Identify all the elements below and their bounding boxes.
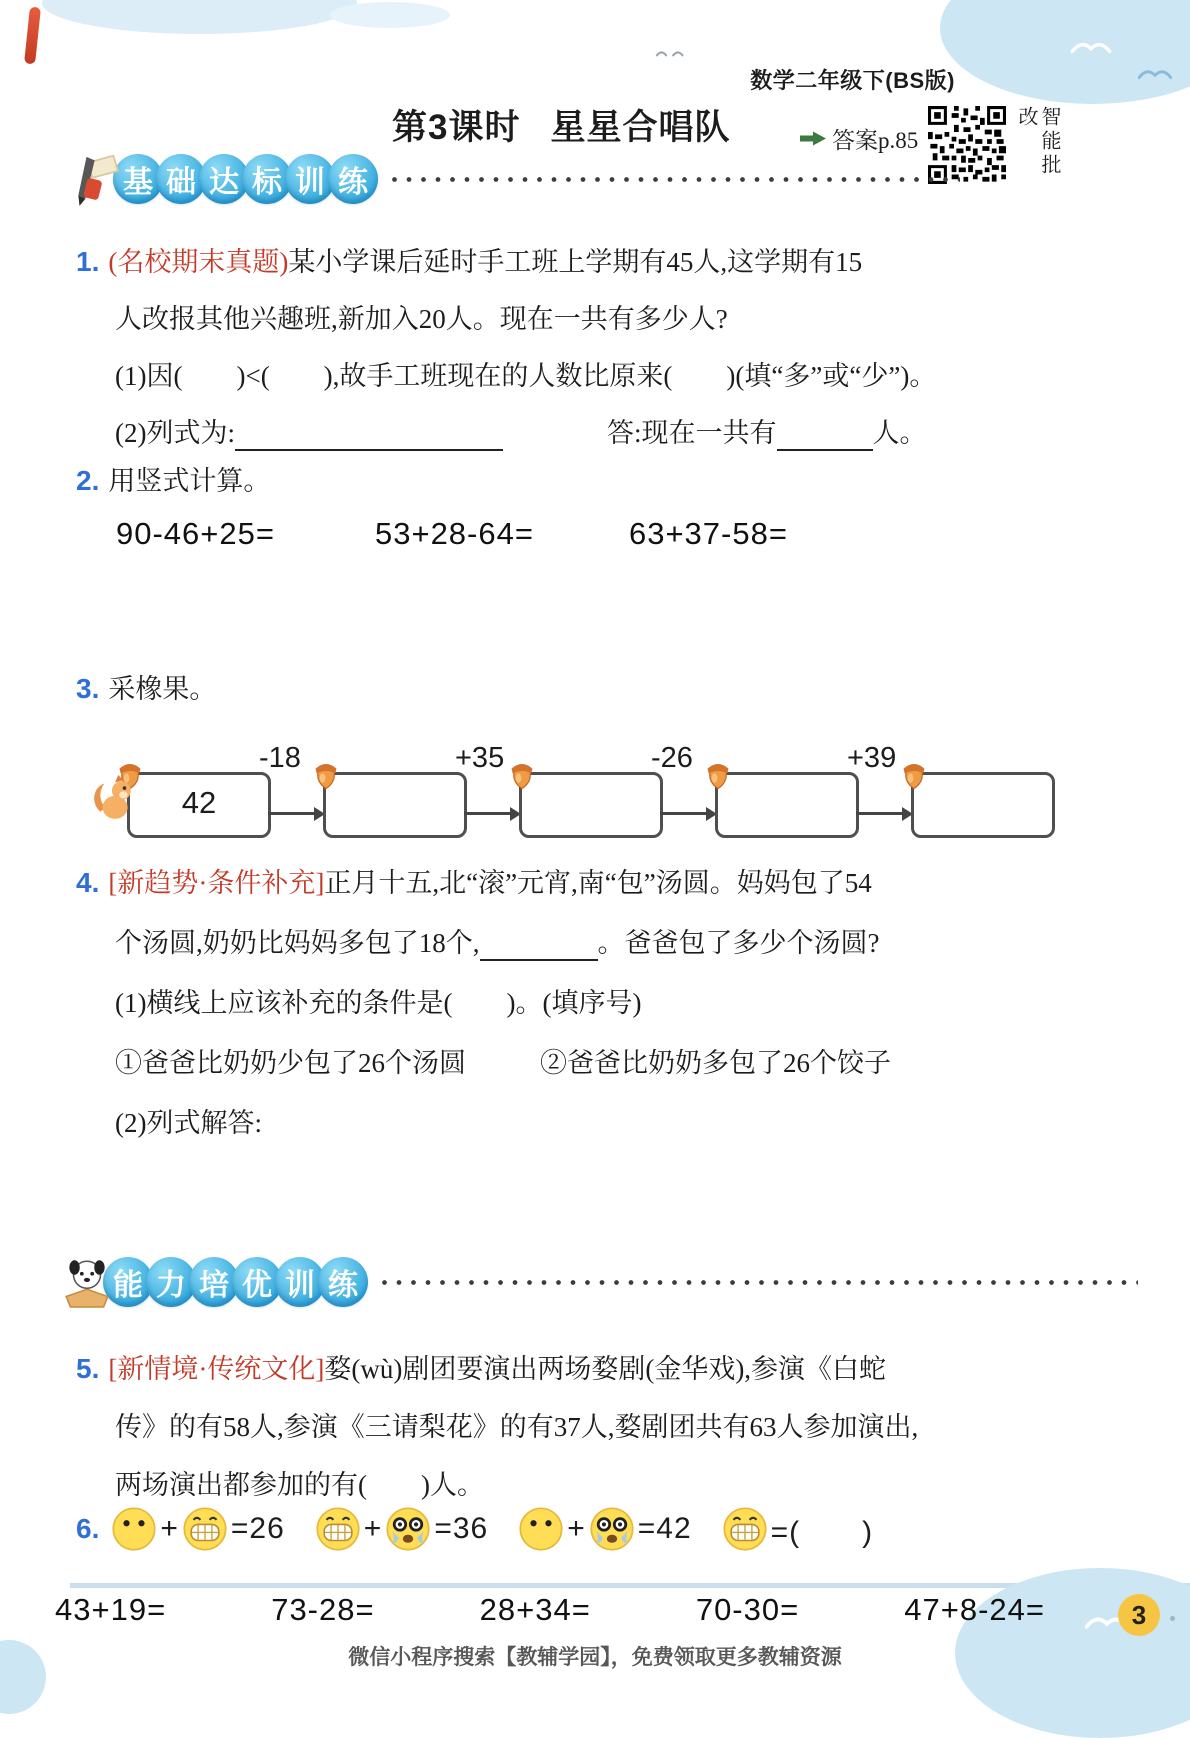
squirrel-icon — [90, 770, 136, 826]
answer-arrow-icon — [800, 131, 826, 146]
flow-op-label: -18 — [259, 742, 301, 774]
flow-box-answer[interactable] — [323, 772, 467, 838]
corner-wave-decoration — [940, 0, 1190, 104]
question-text: 用竖式计算。 — [108, 466, 271, 496]
acorn-icon — [508, 758, 536, 791]
calc-problem: 47+8-24= — [904, 1592, 1045, 1627]
section-title-advanced: 能 力 培 优 训 练 — [110, 1257, 368, 1307]
bird-icon — [1070, 38, 1112, 54]
grin-face-icon — [182, 1506, 228, 1552]
wisp-decoration — [652, 46, 692, 60]
question-text: 个汤圆,奶奶比妈妈多包了18个, — [115, 928, 480, 958]
qr-caption: 智能批改 — [1015, 106, 1060, 178]
acorn-icon — [704, 758, 732, 791]
flow-op-label: +39 — [847, 742, 897, 774]
operator: + — [567, 1512, 586, 1545]
operator: + — [160, 1512, 179, 1545]
answer-blank[interactable] — [777, 411, 873, 451]
equation-result: =36 — [434, 1512, 489, 1545]
cry-face-icon — [589, 1506, 635, 1552]
grin-face-icon — [722, 1506, 768, 1552]
answer-blank[interactable] — [235, 411, 503, 451]
flow-start-value: 42 — [181, 785, 217, 820]
dotted-rule — [382, 1280, 1138, 1285]
red-brush-decoration — [24, 7, 41, 65]
lesson-number: 第3课时 — [392, 108, 521, 147]
question-tag: (名校期末真题) — [108, 247, 289, 277]
question-text: 两场演出都参加的有( )人。 — [115, 1470, 484, 1500]
section-banner-advanced — [60, 1254, 1138, 1310]
answer-suffix: 人。 — [872, 418, 927, 448]
calc-problem: 28+34= — [479, 1592, 591, 1627]
flow-op-label: -26 — [651, 742, 693, 774]
question-text: 采橡果。 — [108, 674, 217, 704]
option-1: ①爸爸比奶奶少包了26个汤圆 — [115, 1048, 466, 1078]
page-title — [392, 100, 730, 150]
question-3 — [76, 660, 216, 718]
question-text: 婺(wù)剧团要演出两场婺剧(金华戏),参演《白蛇 — [324, 1354, 887, 1384]
calc-problem: 43+19= — [55, 1592, 167, 1627]
calc-problem: 90-46+25= — [116, 516, 275, 551]
flow-op-label: +35 — [455, 742, 505, 774]
bird-icon — [1138, 66, 1172, 80]
calc-problem: 53+28-64= — [374, 516, 534, 551]
plain-face-icon — [518, 1506, 564, 1552]
operator: + — [363, 1512, 383, 1545]
answer-page-label: 答案p.85 — [832, 128, 919, 153]
question-text: 正月十五,北“滚”元宵,南“包”汤圆。妈妈包了54 — [324, 868, 872, 898]
question-text: 传》的有58人,参演《三请梨花》的有37人,婺剧团共有63人参加演出, — [115, 1412, 919, 1442]
acorn-icon — [312, 758, 340, 791]
equation-result: =26 — [230, 1512, 285, 1545]
question-number: 6. — [76, 1513, 100, 1544]
equation-result: =( ) — [770, 1516, 874, 1549]
calc-problem: 73-28= — [271, 1592, 375, 1627]
flow-box-answer[interactable] — [911, 772, 1055, 838]
flow-box-start[interactable] — [127, 772, 271, 838]
question-number: 5. — [76, 1353, 100, 1384]
question-number: 3. — [76, 673, 100, 704]
question-tag: [新情境·传统文化] — [108, 1354, 325, 1384]
question-1 — [76, 233, 936, 462]
emoji-equation-3 — [515, 1506, 691, 1552]
dog-reading-icon — [60, 1254, 114, 1310]
equation-result: =42 — [637, 1512, 692, 1545]
acorn-flow-chart — [90, 742, 1055, 838]
calc-problem: 63+37-58= — [628, 516, 788, 551]
question-6 — [76, 1506, 900, 1552]
condition-blank[interactable] — [480, 921, 598, 961]
emoji-equation-4 — [719, 1506, 874, 1552]
page-number-badge: 3 — [1118, 1594, 1160, 1636]
calc-problem: 70-30= — [695, 1592, 800, 1627]
pencil-icon — [70, 151, 124, 207]
acorn-icon — [900, 758, 928, 791]
question-text: 人改报其他兴趣班,新加入20人。现在一共有多少人? — [115, 304, 728, 334]
emoji-equation-2 — [312, 1506, 488, 1552]
footer-promo-text: 微信小程序搜索【教辅学园】，免费领取更多教辅资源 — [348, 1646, 842, 1669]
question-number: 1. — [76, 246, 100, 277]
grin-face-icon — [315, 1506, 361, 1552]
cry-face-icon — [385, 1506, 431, 1552]
dotted-rule — [392, 177, 960, 182]
flow-box-answer[interactable] — [715, 772, 859, 838]
question-text: 某小学课后延时手工班上学期有45人,这学期有15 — [288, 247, 863, 277]
question-number: 2. — [76, 465, 100, 496]
question-5 — [76, 1340, 918, 1514]
option-2: ②爸爸比奶奶多包了26个饺子 — [540, 1048, 891, 1078]
emoji-equation-1 — [108, 1506, 284, 1552]
section-title-basic: 基 础 达 标 训 练 — [120, 154, 378, 204]
cloud-decoration — [330, 2, 450, 28]
question-part1: (1)横线上应该补充的条件是( )。(填序号) — [115, 988, 642, 1018]
edition-label: 数学二年级下(BS版) — [750, 68, 955, 93]
answer-prefix: 答:现在一共有 — [606, 418, 777, 448]
question-2 — [76, 452, 788, 552]
lesson-name: 星星合唱队 — [550, 108, 731, 147]
question-tag: [新趋势·条件补充] — [108, 868, 325, 898]
flow-box-answer[interactable] — [519, 772, 663, 838]
cloud-decoration — [42, 0, 357, 34]
question-text: 。爸爸包了多少个汤圆? — [597, 928, 880, 958]
part2-label: (2)列式为: — [115, 418, 235, 448]
question-part1: (1)因( )<( ),故手工班现在的人数比原来( )(填“多”或“少”)。 — [115, 361, 937, 391]
question-part2: (2)列式解答: — [115, 1108, 262, 1138]
bottom-calc-row — [55, 1592, 1045, 1628]
question-4 — [76, 853, 891, 1153]
section-banner-basic — [70, 151, 960, 207]
question-number: 4. — [76, 867, 100, 898]
plain-face-icon — [111, 1506, 157, 1552]
